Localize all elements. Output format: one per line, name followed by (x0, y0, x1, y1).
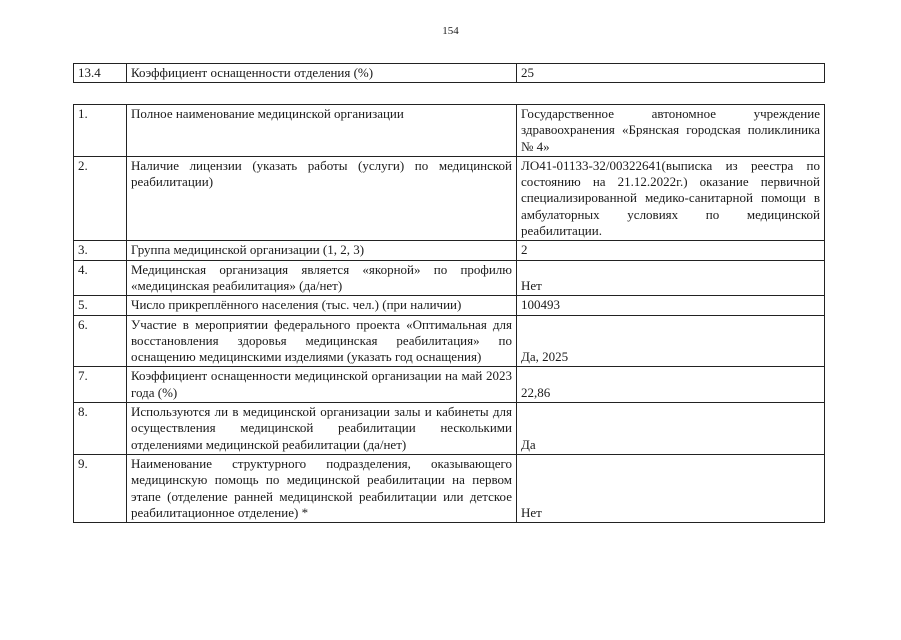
table-row (74, 241, 825, 260)
row-value: 100493 (517, 296, 825, 315)
row-number: 1. (74, 105, 127, 157)
row-number: 9. (74, 454, 127, 522)
row-number: 3. (74, 241, 127, 260)
row-description: Полное наименование медицинской организации (127, 105, 517, 157)
table-row (74, 315, 825, 367)
page-number: 154 (442, 25, 459, 37)
table-row (74, 454, 825, 522)
table-row (74, 260, 825, 296)
row-number: 7. (74, 367, 127, 403)
row-description: Участие в мероприятии федерального проекта «Оптимальная для восстановления здоровья медицинская реабилитация» по оснащению медицинскими изделиями (указать год оснащения) (127, 315, 517, 367)
table-row (74, 296, 825, 315)
row-description: Используются ли в медицинской организации залы и кабинеты для осуществления медицинской реабилитации несколькими отделениями медицинской реабилитации (да/нет) (127, 403, 517, 455)
table-row (74, 156, 825, 240)
table-row (74, 367, 825, 403)
row-value: Нет (517, 454, 825, 522)
row-value: Нет (517, 260, 825, 296)
row-value: ЛО41-01133-32/00322641(выписка из реестра по состоянию на 21.12.2022г.) оказание первичной специализированной медико-санитарной помощи в амбулаторных условиях по медицинской реабилитации. (517, 156, 825, 240)
department-equipment-table (73, 63, 825, 83)
table-row (74, 403, 825, 455)
row-value: 2 (517, 241, 825, 260)
row-description: Группа медицинской организации (1, 2, 3) (127, 241, 517, 260)
row-value: 25 (517, 64, 825, 83)
table-row (74, 64, 825, 83)
row-number: 5. (74, 296, 127, 315)
row-description: Наименование структурного подразделения, оказывающего медицинскую помощь по медицинской реабилитации на первом этапе (отделение ранней медицинской реабилитации или детское реабилитационное отделение) * (127, 454, 517, 522)
row-description: Медицинская организация является «якорной» по профилю «медицинская реабилитация» (да/нет) (127, 260, 517, 296)
organization-info-table (73, 104, 825, 523)
row-description: Наличие лицензии (указать работы (услуги) по медицинской реабилитации) (127, 156, 517, 240)
row-description: Коэффициент оснащенности медицинской организации на май 2023 года (%) (127, 367, 517, 403)
row-number: 6. (74, 315, 127, 367)
row-number: 4. (74, 260, 127, 296)
row-number: 2. (74, 156, 127, 240)
table-row (74, 105, 825, 157)
row-description: Число прикреплённого населения (тыс. чел.) (при наличии) (127, 296, 517, 315)
row-value: Государственное автономное учреждение здравоохранения «Брянская городская поликлиника № 4» (517, 105, 825, 157)
row-value: Да, 2025 (517, 315, 825, 367)
row-number: 13.4 (74, 64, 127, 83)
row-value: 22,86 (517, 367, 825, 403)
row-description: Коэффициент оснащенности отделения (%) (127, 64, 517, 83)
row-number: 8. (74, 403, 127, 455)
row-value: Да (517, 403, 825, 455)
